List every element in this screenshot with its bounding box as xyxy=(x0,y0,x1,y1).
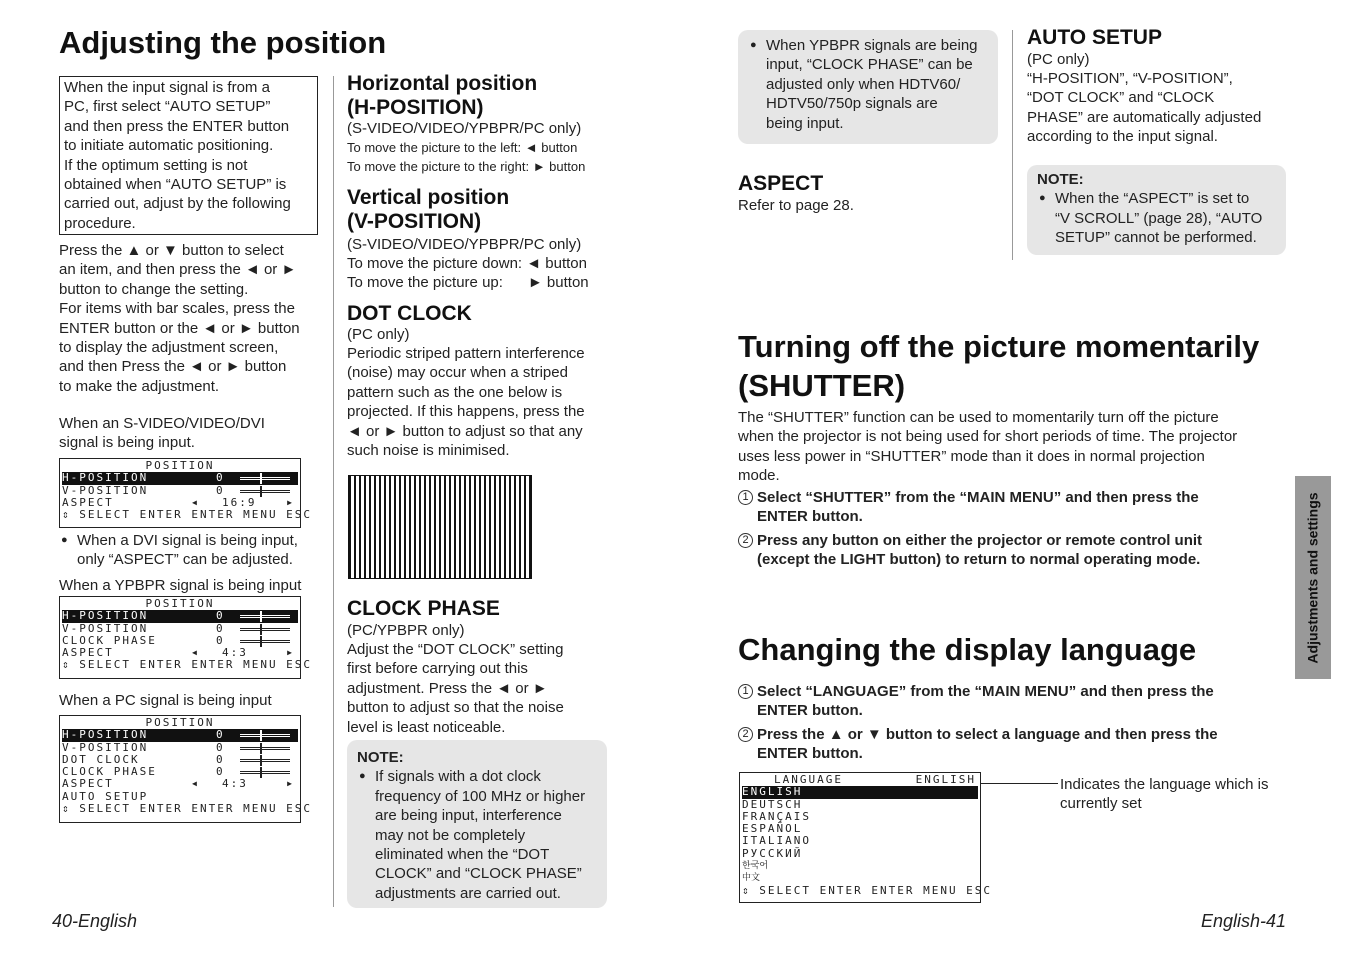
language-step-2: 2 Press the ▲ or ▼ button to select a language and then press the ENTER button. xyxy=(738,725,1283,764)
page-number-left: 40-English xyxy=(52,911,138,931)
osd-position-ypbpr xyxy=(59,596,313,679)
dotclock-body: Periodic striped pattern interference (noise) may occur when a striped pattern such as the one below is projected. If this happens, press the ◄ or ► button to adjust so that any such noise is minimised. xyxy=(347,345,585,460)
osd-row-h-position: H-POSITION 0 xyxy=(62,472,298,484)
lang-item-russian: РУССКИЙ xyxy=(742,846,803,860)
lang-item-chinese: 中文 xyxy=(742,873,761,884)
intro-box: When the input signal is from a PC, first select “AUTO SETUP” and then press the ENTER button to initiate automatic positioning. If the optimum setting is not obtained when “AUTO SETUP” is carried out, adjust by the following procedure. xyxy=(59,76,318,235)
column-divider-right xyxy=(1012,30,1013,260)
callout-text: Indicates the language which is currently set xyxy=(1060,776,1269,813)
vpos-scope: (S-VIDEO/VIDEO/YPBPR/PC only) xyxy=(347,236,582,253)
dotclock-heading: DOT CLOCK xyxy=(347,302,472,325)
note-ypbpr xyxy=(738,30,998,144)
clockphase-body: Adjust the “DOT CLOCK” setting first before carrying out this adjustment. Press the ◄ or ► button to adjust so that the noise level is least noticeable. xyxy=(347,641,564,736)
column-divider-left xyxy=(333,76,334,907)
instructions-text: Press the ▲ or ▼ button to select an item, and then press the ◄ or ► button to change the setting. For items with bar scales, press the ENTER button or the ◄ or ► button to display the adjustment screen, and then Press the ◄ or ► button to make the adjustment. xyxy=(59,242,300,395)
osd-position-svideo xyxy=(59,458,313,528)
shutter-title: Turning off the picture momentarily (SHUTTER) xyxy=(738,329,1260,403)
clockphase-heading: CLOCK PHASE xyxy=(347,597,500,620)
hpos-heading: Horizontal position (H-POSITION) xyxy=(347,72,538,119)
osd-row-aspect: ASPECT ◀ 4:3 ▶ xyxy=(62,646,294,660)
osd-row-clock-phase: CLOCK PHASE 0 xyxy=(62,766,298,778)
vpos-up-text: To move the picture up: ► button xyxy=(347,274,589,291)
aspect-body: Refer to page 28. xyxy=(738,197,854,214)
striped-pattern-image xyxy=(348,475,532,579)
osd-row-v-position: V-POSITION 0 xyxy=(62,485,298,497)
hpos-right-text: To move the picture to the right: ► button xyxy=(347,159,586,174)
callout-line xyxy=(981,783,1058,784)
lang-item-korean: 한국어 xyxy=(742,861,769,872)
osd-language-menu xyxy=(739,772,993,903)
osd-footer: ⇕ SELECT ENTER ENTER MENU ESC xyxy=(62,508,313,522)
side-tab xyxy=(1295,476,1331,679)
note-auto-setup xyxy=(1027,165,1286,255)
osd-row-dot-clock: DOT CLOCK 0 xyxy=(62,754,298,766)
dotclock-scope: (PC only) xyxy=(347,326,410,343)
osd-row-v-position: V-POSITION 0 xyxy=(62,623,298,635)
dvi-note: ● When a DVI signal is being input, only “ASPECT” can be adjusted. xyxy=(59,531,324,570)
osd-row-h-position: H-POSITION 0 xyxy=(62,610,298,622)
lang-item-english: ENGLISH xyxy=(742,786,978,798)
lang-item-francais: FRANÇAIS xyxy=(742,809,811,823)
note-dot-clock xyxy=(347,740,607,908)
osd-footer: ⇕ SELECT ENTER ENTER MENU ESC xyxy=(62,658,313,672)
shutter-step-1: 1 Select “SHUTTER” from the “MAIN MENU” and then press the ENTER button. xyxy=(738,488,1283,527)
note-auto-setup-title: NOTE: xyxy=(1037,171,1084,188)
page-title-adjusting-position: Adjusting the position xyxy=(59,25,387,60)
lang-item-deutsch: DEUTSCH xyxy=(742,797,803,811)
osd-row-h-position: H-POSITION 0 xyxy=(62,729,298,741)
hpos-left-text: To move the picture to the left: ◄ button xyxy=(347,140,578,155)
svideo-label: When an S-VIDEO/VIDEO/DVI signal is being input. xyxy=(59,415,265,452)
shutter-step-2: 2 Press any button on either the projector or remote control unit (except the LIGHT button) to return to normal operating mode. xyxy=(738,531,1283,570)
vpos-heading: Vertical position (V-POSITION) xyxy=(347,186,510,233)
language-title: Changing the display language xyxy=(738,632,1197,667)
osd-row-aspect: ASPECT ◀ 16:9 ▶ xyxy=(62,495,294,509)
auto-setup-scope: (PC only) xyxy=(1027,51,1090,68)
lang-item-italiano: ITALIANO xyxy=(742,834,811,848)
clockphase-scope: (PC/YPBPR only) xyxy=(347,622,465,639)
note-auto-setup-body: ● When the “ASPECT” is set to “V SCROLL” (page 28), “AUTO SETUP” cannot be performed. xyxy=(1037,189,1276,247)
shutter-body: The “SHUTTER” function can be used to momentarily turn off the picture when the projector is not being used for short periods of time. The projector uses less power in “SHUTTER” mode than it does in normal projection mode. xyxy=(738,409,1238,485)
auto-setup-body: “H-POSITION”, “V-POSITION”, “DOT CLOCK” and “CLOCK PHASE” are automatically adjusted according to the input signal. xyxy=(1027,70,1262,146)
note-ypbpr-body: ● When YPBPR signals are being input, “CLOCK PHASE” can be adjusted only when HDTV60/ HDTV50/750p signals are being input. xyxy=(748,36,988,133)
note-body: ● If signals with a dot clock frequency of 100 MHz or higher are being input, interference may not be completely eliminated when the “DOT CLOCK” and “CLOCK PHASE” adjustments are carried out. xyxy=(357,767,597,903)
osd-title: POSITION xyxy=(145,597,215,610)
language-step-1: 1 Select “LANGUAGE” from the “MAIN MENU” and then press the ENTER button. xyxy=(738,682,1283,721)
page-number-right: English-41 xyxy=(1201,911,1287,931)
osd-position-pc xyxy=(59,715,313,823)
vpos-down-text: To move the picture down: ◄ button xyxy=(347,255,587,272)
pc-label: When a PC signal is being input xyxy=(59,692,272,709)
side-tab-label: Adjustments and settings xyxy=(1304,491,1321,664)
hpos-scope: (S-VIDEO/VIDEO/YPBPR/PC only) xyxy=(347,120,582,137)
lang-item-espanol: ESPAÑOL xyxy=(742,822,803,836)
ypbpr-label: When a YPBPR signal is being input xyxy=(59,577,302,594)
lang-osd-footer: ⇕ SELECT ENTER ENTER MENU ESC xyxy=(742,883,993,897)
aspect-heading: ASPECT xyxy=(738,172,824,195)
osd-title: POSITION xyxy=(145,459,215,472)
osd-row-aspect: ASPECT ◀ 4:3 ▶ xyxy=(62,777,294,791)
osd-row-v-position: V-POSITION 0 xyxy=(62,742,298,754)
osd-title: POSITION xyxy=(145,716,215,729)
osd-footer: ⇕ SELECT ENTER ENTER MENU ESC xyxy=(62,802,313,816)
shutter-steps xyxy=(738,488,1283,570)
osd-row-clock-phase: CLOCK PHASE 0 xyxy=(62,635,298,647)
language-steps xyxy=(738,682,1283,764)
osd-row-auto-setup: AUTO SETUP xyxy=(62,789,149,803)
note-title: NOTE: xyxy=(357,749,404,766)
lang-osd-header: LANGUAGE ENGLISH xyxy=(774,773,976,786)
auto-setup-heading: AUTO SETUP xyxy=(1027,26,1162,49)
